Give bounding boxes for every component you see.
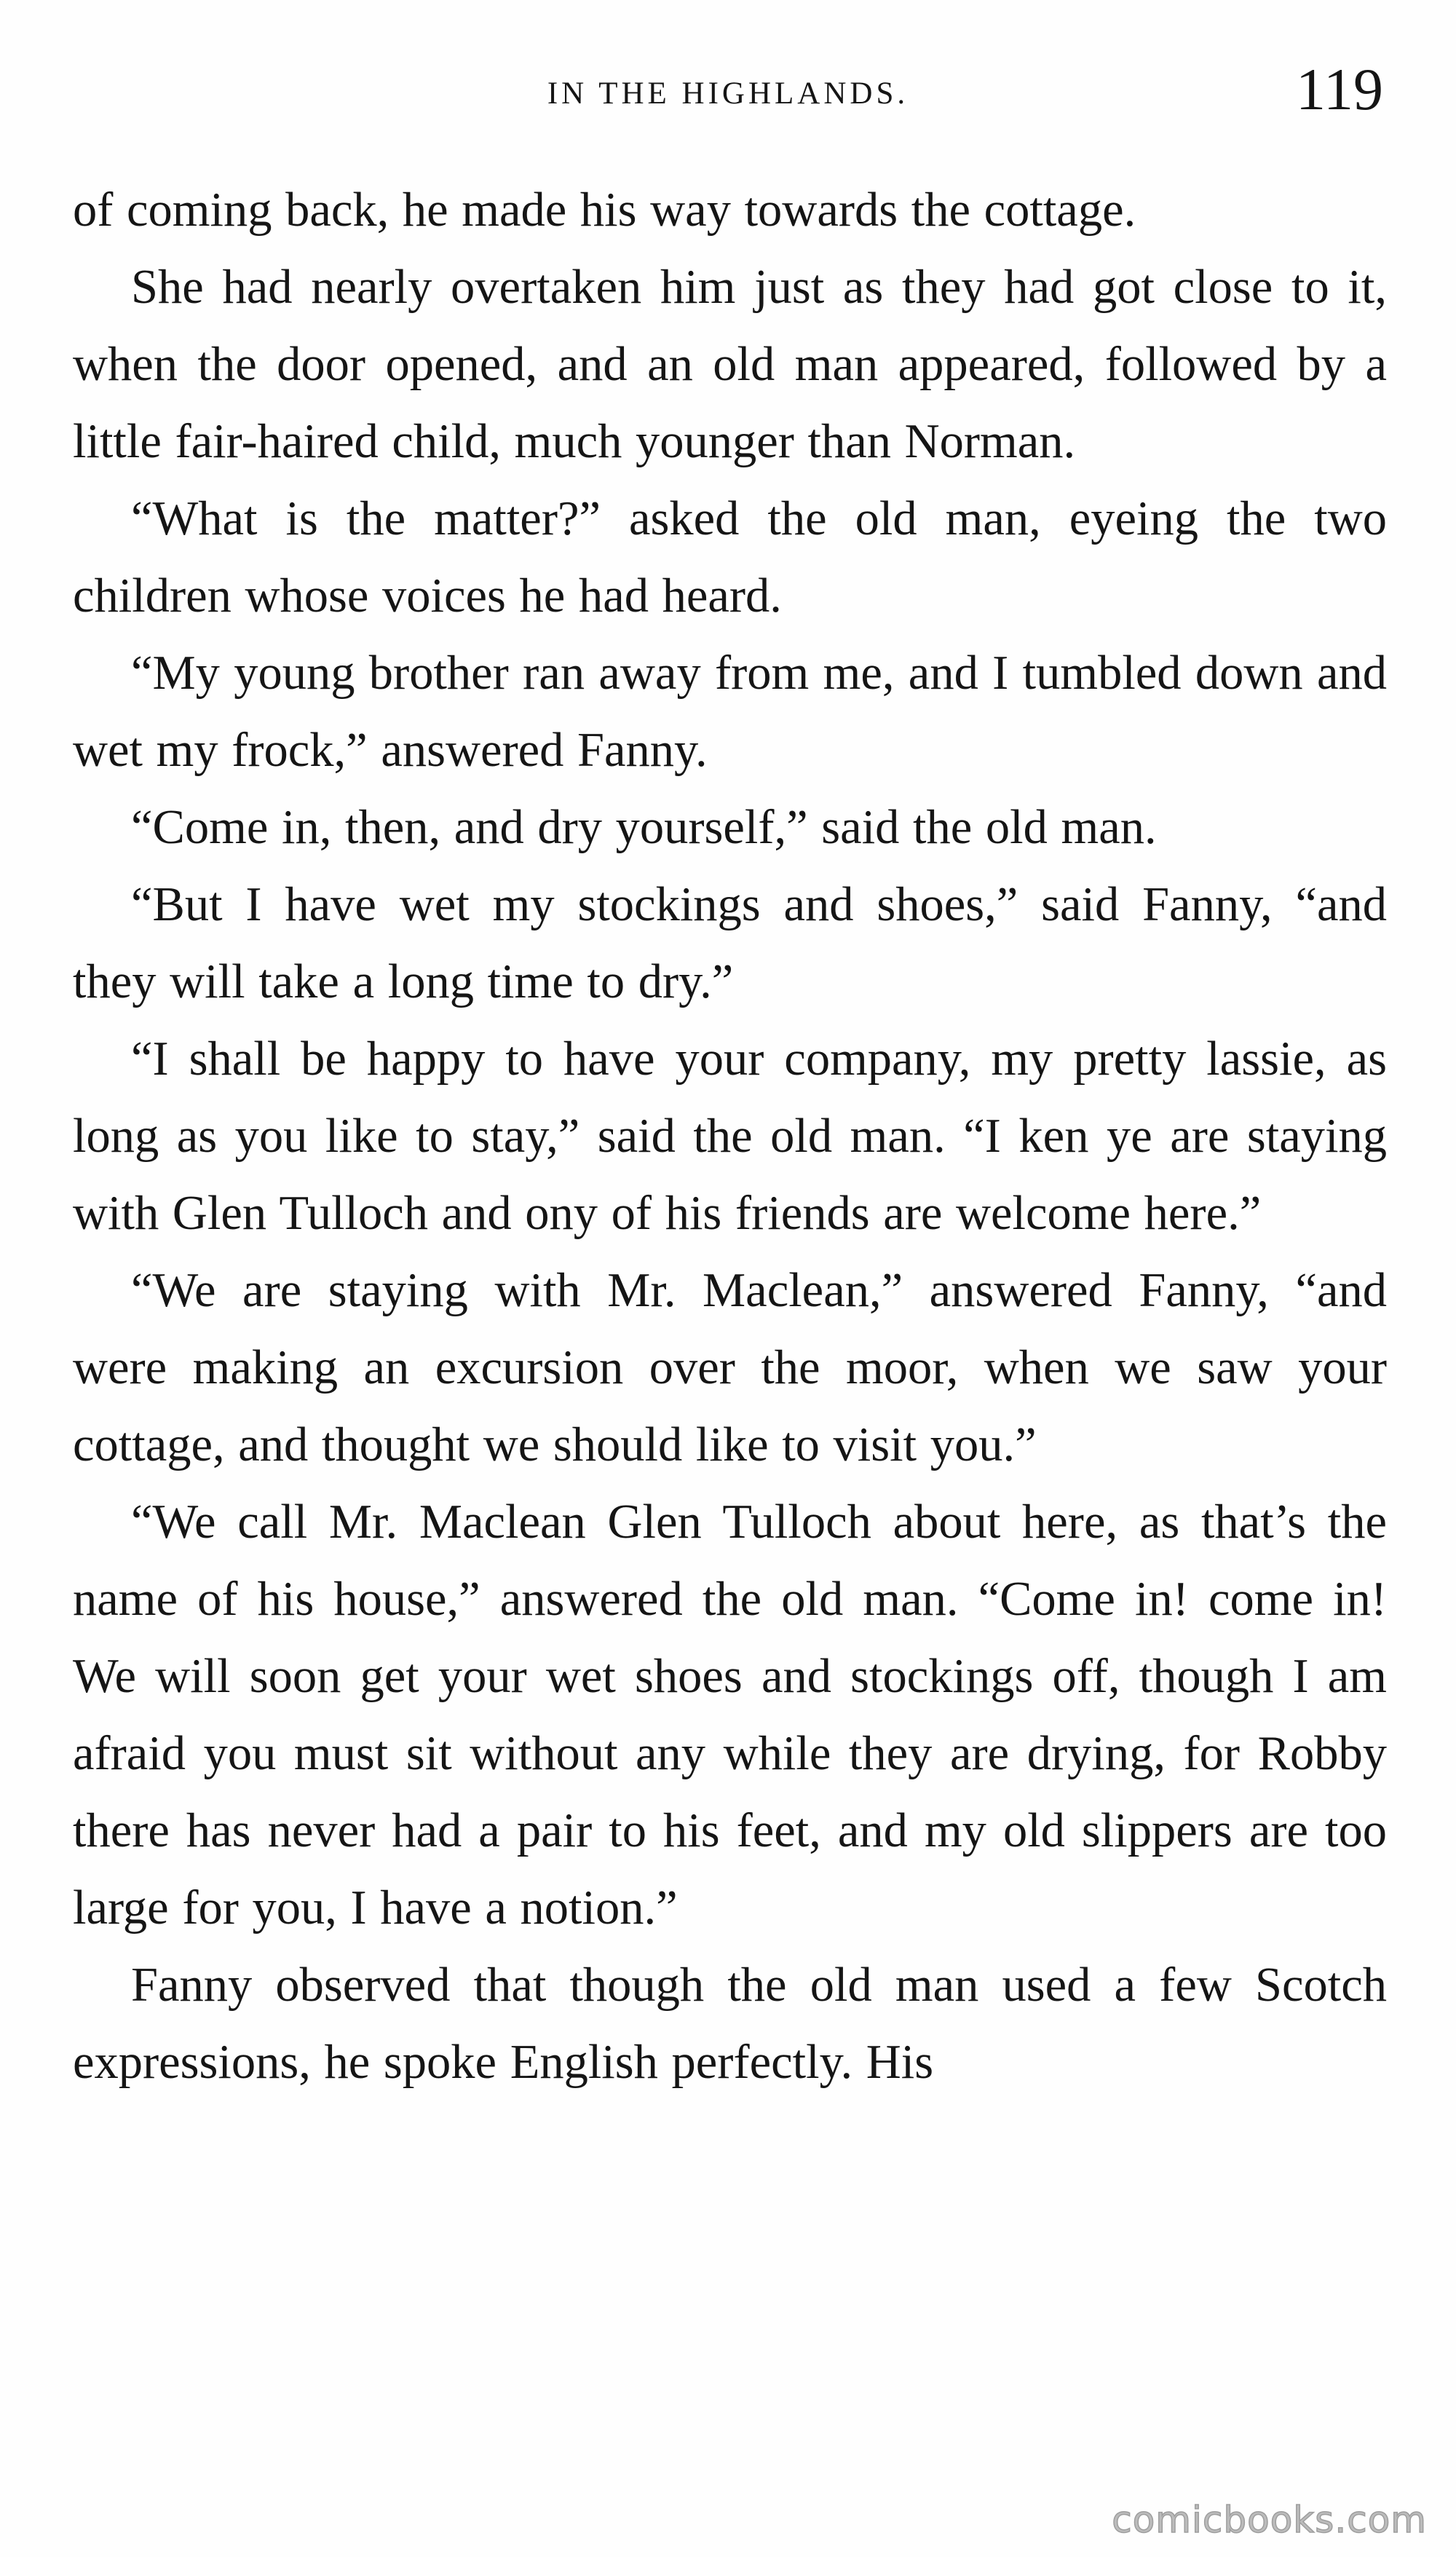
paragraph: of coming back, he made his way towards the cottage. (73, 183, 1136, 237)
watermark-logo: comicbooks.com (1112, 2499, 1427, 2541)
paragraph: “I shall be happy to have your company, my pretty lassie, as long as you like to stay,” said the old man. “I ken ye are staying with Glen Tulloch and ony of his friends are welcome here.” (73, 1032, 1387, 1240)
paragraph: Fanny observed that though the old man used a few Scotch expressions, he spoke English perfectly. His (73, 1959, 1387, 2089)
body-text (73, 172, 1387, 2101)
paragraph: “Come in, then, and dry yourself,” said the old man. (131, 801, 1157, 854)
paragraph: “But I have wet my stockings and shoes,” said Fanny, “and they will take a long time to dry.” (73, 878, 1387, 1008)
paragraph: She had nearly overtaken him just as they had got close to it, when the door opened, and an old man appeared, followed by a little fair-haired child, much younger than Norman. (73, 261, 1387, 468)
page-header (73, 56, 1383, 140)
paragraph: “My young brother ran away from me, and I tumbled down and wet my frock,” answered Fanny. (73, 647, 1387, 777)
running-title: IN THE HIGHLANDS. (547, 76, 909, 111)
paragraph: “We call Mr. Maclean Glen Tulloch about here, as that’s the name of his house,” answered the old man. “Come in! come in! We will soon get your wet shoes and stockings off, though I am afraid you must sit without any while they are drying, for Robby there has never had a pair to his feet, and my old slippers are too large for you, I have a notion.” (73, 1495, 1387, 1934)
paragraph: “We are staying with Mr. Maclean,” answered Fanny, “and were making an excursion over the moor, when we saw your cottage, and thought we should like to visit you.” (73, 1264, 1387, 1471)
paragraph: “What is the matter?” asked the old man, eyeing the two children whose voices he had heard. (73, 492, 1387, 623)
page-number: 119 (1296, 56, 1383, 122)
